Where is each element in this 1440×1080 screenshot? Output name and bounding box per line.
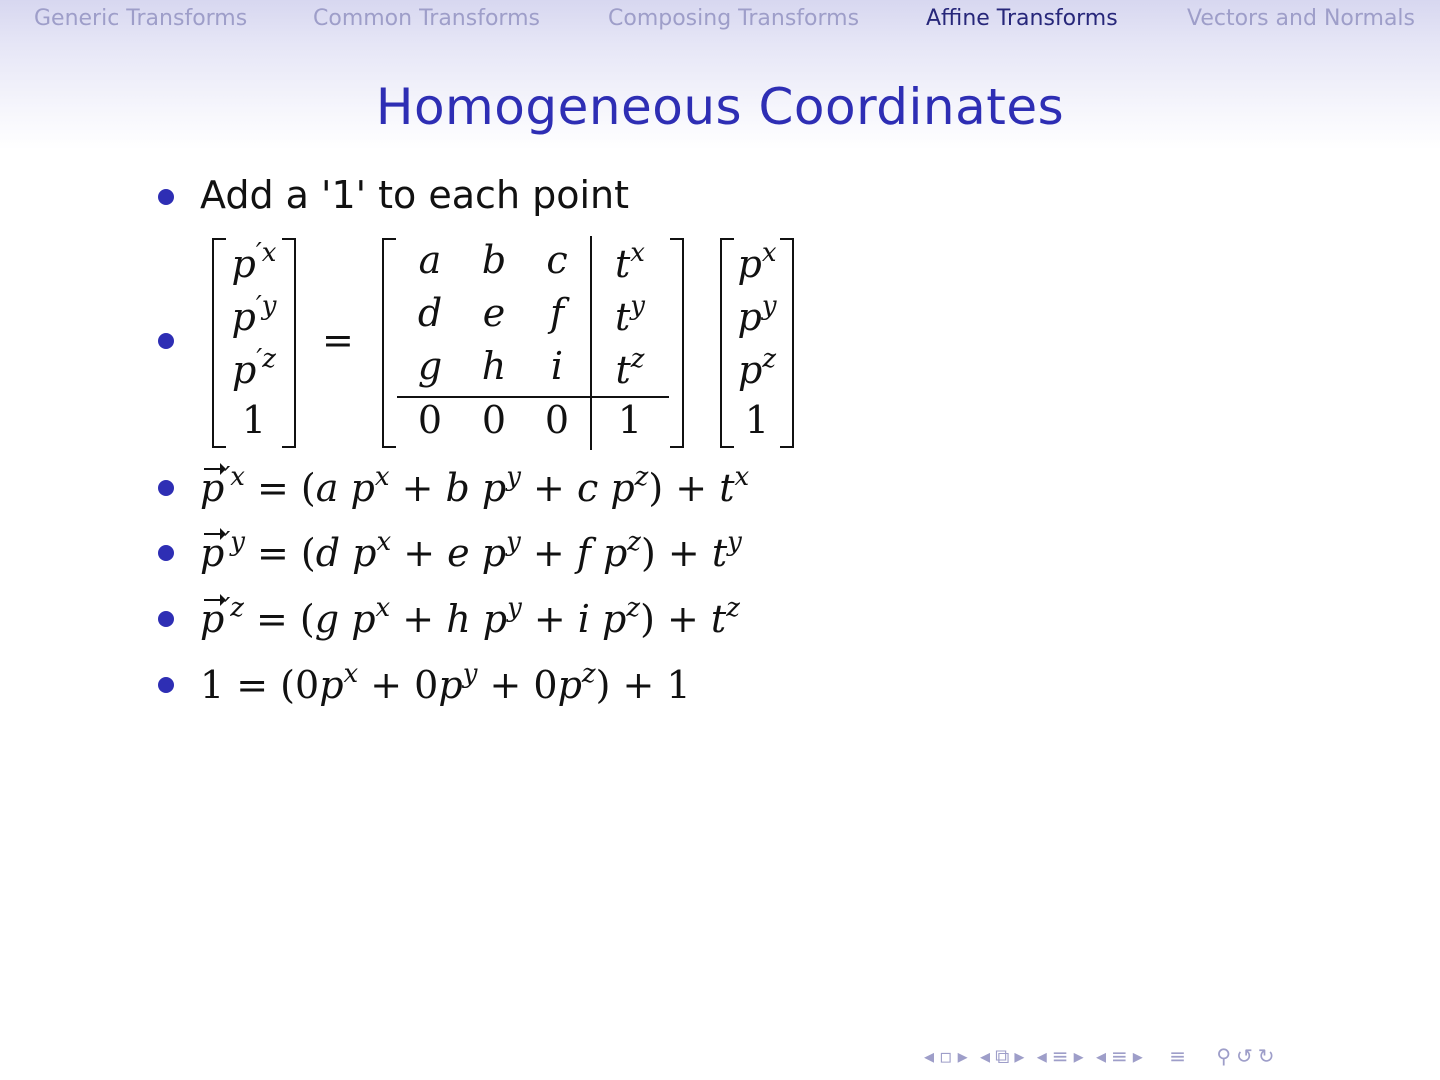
lhs-entry: $p^{'z}$ xyxy=(232,344,276,392)
matrix-cell: 0 xyxy=(544,398,570,442)
lhs-entry: $p^{'x}$ xyxy=(231,238,277,286)
section-nav xyxy=(0,0,1440,40)
nav-next-doc-icon[interactable]: ▸ xyxy=(1132,1044,1144,1068)
bullet-text: Add a '1' to each point xyxy=(200,173,630,217)
nav-next-subsection-icon[interactable]: ▸ xyxy=(1014,1044,1026,1068)
matrix-cell: e xyxy=(482,291,506,335)
rhs-entry: $p^z$ xyxy=(737,344,777,392)
nav-common-transforms[interactable]: Common Transforms xyxy=(313,6,540,31)
matrix-cell: c xyxy=(546,238,568,282)
nav-next-section-icon[interactable]: ▸ xyxy=(1073,1044,1085,1068)
beamer-nav-symbols xyxy=(920,1044,1276,1068)
rhs-entry: $p^y$ xyxy=(737,291,777,339)
nav-section-icon[interactable]: ≡ xyxy=(1051,1044,1070,1068)
matrix-right-bracket xyxy=(670,238,684,448)
nav-next-frame-icon[interactable]: ▸ xyxy=(957,1044,969,1068)
matrix-cell: i xyxy=(550,344,564,388)
forward-icon[interactable]: ↻ xyxy=(1257,1044,1276,1068)
equation-y: $p^{'y} = (d$ $p^x + e$ $p^y + f$ $p^z) + t^y$ xyxy=(200,527,742,575)
search-icon[interactable]: ⚲ xyxy=(1216,1044,1232,1068)
equation-x: $p^{'x} = (a$ $p^x + b$ $p^y + c$ $p^z) + t^x$ xyxy=(200,462,750,510)
bullet-marker xyxy=(158,545,174,561)
bullet-marker xyxy=(158,333,174,349)
matrix-cell: g xyxy=(417,344,443,388)
nav-affine-transforms[interactable]: Affine Transforms xyxy=(926,6,1118,31)
nav-prev-frame-icon[interactable]: ◂ xyxy=(924,1044,936,1068)
equation-w: $1 = (0p^x + 0p^y + 0p^z) + 1$ xyxy=(200,659,691,707)
lhs-entry: $p^{'y}$ xyxy=(231,291,277,339)
matrix-left-bracket xyxy=(382,238,396,448)
nav-vectors-and-normals[interactable]: Vectors and Normals xyxy=(1187,6,1416,31)
matrix-cell: $t^x$ xyxy=(615,238,645,286)
back-icon[interactable]: ↺ xyxy=(1235,1044,1254,1068)
matrix-cell: b xyxy=(481,238,507,282)
bullet-marker xyxy=(158,480,174,496)
equals-sign: = xyxy=(322,318,354,362)
matrix-cell: 0 xyxy=(481,398,507,442)
nav-generic-transforms[interactable]: Generic Transforms xyxy=(34,6,248,31)
bullet-marker xyxy=(158,189,174,205)
matrix-cell: h xyxy=(481,344,507,388)
lhs-entry: 1 xyxy=(241,398,267,442)
matrix-cell: $t^y$ xyxy=(615,291,645,339)
matrix-cell: d xyxy=(417,291,443,335)
matrix-cell: a xyxy=(418,238,442,282)
lhs-right-bracket xyxy=(282,238,296,448)
slide-title: Homogeneous Coordinates xyxy=(375,78,1065,136)
nav-subsection-icon[interactable]: ⧉ xyxy=(995,1044,1011,1068)
matrix-divider-vertical xyxy=(590,236,592,450)
bullet-marker xyxy=(158,677,174,693)
nav-prev-section-icon[interactable]: ◂ xyxy=(1036,1044,1048,1068)
rhs-entry: $p^x$ xyxy=(737,238,777,286)
nav-composing-transforms[interactable]: Composing Transforms xyxy=(608,6,860,31)
nav-prev-subsection-icon[interactable]: ◂ xyxy=(980,1044,992,1068)
nav-frame-icon[interactable]: ▫ xyxy=(939,1044,954,1068)
nav-menu-icon[interactable]: ≡ xyxy=(1169,1044,1187,1068)
nav-prev-doc-icon[interactable]: ◂ xyxy=(1095,1044,1108,1068)
matrix-cell: $t^z$ xyxy=(615,344,645,392)
nav-doc-icon[interactable]: ≡ xyxy=(1111,1044,1129,1068)
matrix-cell: f xyxy=(549,291,565,335)
matrix-cell: 1 xyxy=(617,398,643,442)
bullet-marker xyxy=(158,611,174,627)
matrix-cell: 0 xyxy=(417,398,443,442)
rhs-entry: 1 xyxy=(744,398,770,442)
equation-z: $p^{'z} = (g$ $p^x + h$ $p^y + i$ $p^z) + t^z$ xyxy=(200,593,740,641)
